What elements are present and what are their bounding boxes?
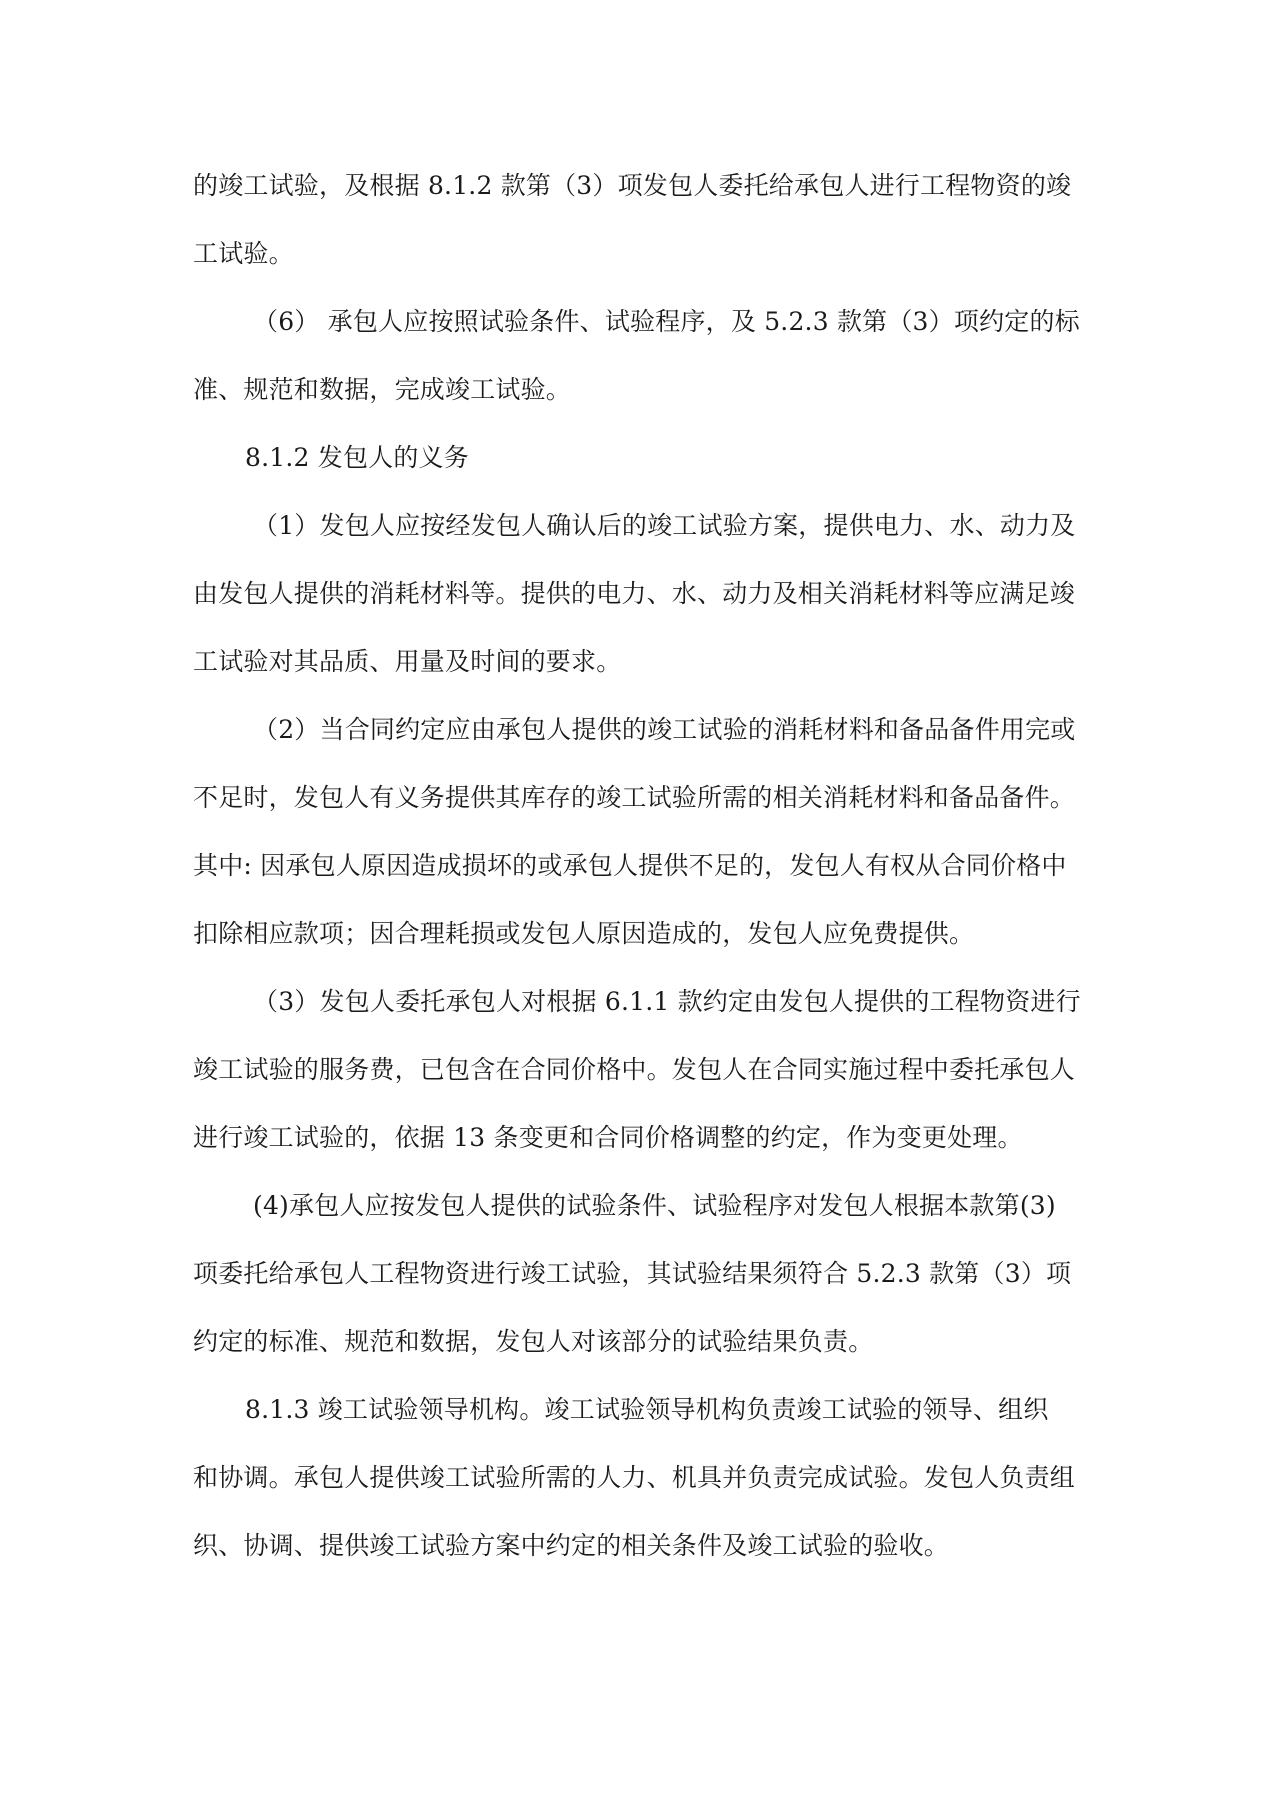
text-line: （1）发包人应按经发包人确认后的竣工试验方案，提供电力、水、动力及 — [253, 511, 1076, 540]
text-line: 的竣工试验，及根据 8.1.2 款第（3）项发包人委托给承包人进行工程物资的竣 — [193, 171, 1072, 200]
text-line: 扣除相应款项；因合理耗损或发包人原因造成的，发包人应免费提供。 — [193, 919, 975, 948]
text-line: 工试验对其品质、用量及时间的要求。 — [193, 647, 622, 676]
text-line: 进行竣工试验的，依据 13 条变更和合同价格调整的约定，作为变更处理。 — [193, 1123, 1023, 1152]
text-line: 准、规范和数据，完成竣工试验。 — [193, 375, 572, 404]
text-line: 和协调。承包人提供竣工试验所需的人力、机具并负责完成试验。发包人负责组 — [193, 1463, 1076, 1492]
text-line: 项委托给承包人工程物资进行竣工试验，其试验结果须符合 5.2.3 款第（3）项 — [193, 1259, 1072, 1288]
text-line: （3）发包人委托承包人对根据 6.1.1 款约定由发包人提供的工程物资进行 — [253, 987, 1081, 1016]
section-heading: 8.1.2 发包人的义务 — [245, 443, 469, 472]
text-line: 工试验。 — [193, 239, 294, 268]
text-line: （6） 承包人应按照试验条件、试验程序，及 5.2.3 款第（3）项约定的标 — [253, 307, 1080, 336]
text-line: 织、协调、提供竣工试验方案中约定的相关条件及竣工试验的验收。 — [193, 1531, 950, 1560]
section-heading: 8.1.3 竣工试验领导机构。竣工试验领导机构负责竣工试验的领导、组织 — [245, 1395, 1049, 1424]
text-line: 约定的标准、规范和数据，发包人对该部分的试验结果负责。 — [193, 1327, 874, 1356]
text-line: (4)承包人应按发包人提供的试验条件、试验程序对发包人根据本款第(3) — [253, 1191, 1056, 1220]
text-line: 其中: 因承包人原因造成损坏的或承包人提供不足的，发包人有权从合同价格中 — [193, 851, 1067, 880]
text-line: 由发包人提供的消耗材料等。提供的电力、水、动力及相关消耗材料等应满足竣 — [193, 579, 1076, 608]
text-line: （2）当合同约定应由承包人提供的竣工试验的消耗材料和备品备件用完或 — [253, 715, 1076, 744]
text-line: 竣工试验的服务费，已包含在合同价格中。发包人在合同实施过程中委托承包人 — [193, 1055, 1076, 1084]
text-line: 不足时，发包人有义务提供其库存的竣工试验所需的相关消耗材料和备品备件。 — [193, 783, 1076, 812]
